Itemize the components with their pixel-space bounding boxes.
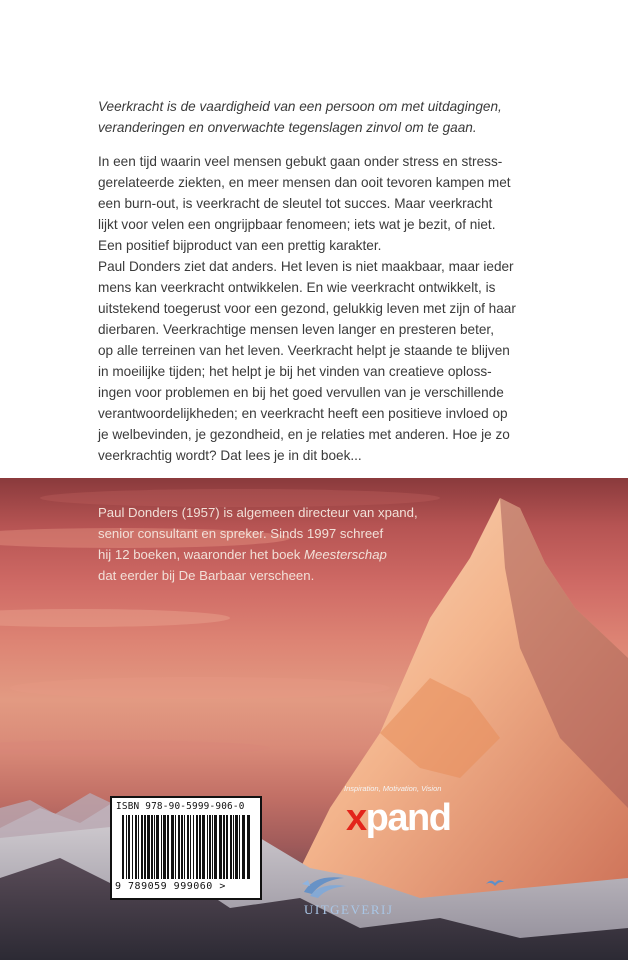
blurb-line: lijkt voor velen een ongrijpbaar fenomeen; iets wat je bezit, of niet. (98, 217, 496, 232)
barcode-bar (161, 815, 162, 879)
xpand-logo (346, 796, 450, 840)
barcode-bar (247, 815, 250, 879)
blurb-line: In een tijd waarin veel mensen gebukt gaan onder stress en stress- (98, 154, 503, 169)
barcode-bar (223, 815, 225, 879)
barcode-bar (233, 815, 234, 879)
blurb-line: in moeilijke tijden; het helpt je bij het vinden van creatieve oploss- (98, 364, 492, 379)
bio-line: dat eerder bij De Barbaar verscheen. (98, 568, 315, 583)
blurb-line: uitstekend toegerust voor een gezond, gelukkig leven met zijn of haar (98, 301, 516, 316)
barcode-bar (138, 815, 139, 879)
blurb-line: verantwoordelijkheden; en veerkracht heeft een positieve invloed op (98, 406, 508, 421)
bio-line-text: hij 12 boeken, waaronder het boek (98, 547, 305, 562)
blurb-line: Paul Donders ziet dat anders. Het leven is niet maakbaar, maar ieder (98, 259, 514, 274)
barcode-bar (219, 815, 222, 879)
blurb-line: gerelateerde ziekten, en meer mensen dan ooit tevoren kampen met (98, 175, 511, 190)
intro-line: veranderingen en onverwachte tegenslagen zinvol om te gaan. (98, 120, 477, 135)
barcode-bar (226, 815, 228, 879)
author-bio (98, 502, 418, 586)
barcode-bar (202, 815, 205, 879)
barcode-bar (141, 815, 143, 879)
barcode-bar (154, 815, 155, 879)
barcode-bar (193, 815, 194, 879)
barcode-bar (135, 815, 137, 879)
barcode-bar (132, 815, 133, 879)
barcode-bar (190, 815, 191, 879)
blurb-line: dierbaren. Veerkrachtige mensen leven langer en presteren beter, (98, 322, 494, 337)
barcode-bar (187, 815, 189, 879)
isbn-label: ISBN 978-90-5999-906-0 (116, 801, 245, 812)
barcode-bar (207, 815, 208, 879)
barcode-bar (167, 815, 169, 879)
barcode-bar (163, 815, 166, 879)
barcode-bar (184, 815, 185, 879)
intro-quote (98, 96, 568, 138)
barcode-bar (175, 815, 176, 879)
barcode-bar (171, 815, 174, 879)
logo-x: x (346, 797, 366, 839)
barcode-bar (242, 815, 245, 879)
barcode-bars (122, 815, 250, 879)
barcode-bar (212, 815, 213, 879)
barcode-bar (235, 815, 238, 879)
barcode-bar (128, 815, 130, 879)
barcode-bar (209, 815, 211, 879)
bio-line (98, 544, 418, 565)
blurb-line: Een positief bijproduct van een prettig karakter. (98, 238, 382, 253)
book-title: Meesterschap (304, 547, 387, 562)
text-panel (0, 0, 628, 478)
barcode-bar (151, 815, 153, 879)
blurb-line: je welbevinden, je gezondheid, en je relaties met anderen. Hoe je zo (98, 427, 510, 442)
barcode-bar (156, 815, 159, 879)
blurb-line: op alle terreinen van het leven. Veerkracht helpt je staande te blijven (98, 343, 510, 358)
blurb-line: een burn-out, is veerkracht de sleutel tot succes. Maar veerkracht (98, 196, 493, 211)
publisher-logo-icon (300, 870, 348, 900)
barcode-bar (196, 815, 198, 879)
bio-line: senior consultant en spreker. Sinds 1997 schreef (98, 526, 384, 541)
publisher-name: UITGEVERIJ (304, 902, 394, 917)
bio-line: Paul Donders (1957) is algemeen directeur van xpand, (98, 505, 418, 520)
barcode-bar (147, 815, 150, 879)
bird-icon (486, 878, 504, 888)
barcode-bar (181, 815, 183, 879)
blurb-text (98, 151, 558, 466)
barcode-bar (126, 815, 127, 879)
barcode-digits: 9 789059 999060 > (115, 881, 226, 892)
barcode-bar (178, 815, 180, 879)
barcode-bar (239, 815, 240, 879)
logo-text: pand (365, 797, 451, 839)
isbn-barcode (110, 796, 262, 900)
blurb-line: mens kan veerkracht ontwikkelen. En wie veerkracht ontwikkelt, is (98, 280, 496, 295)
barcode-bar (144, 815, 146, 879)
barcode-bar (230, 815, 232, 879)
blurb-line: ingen voor problemen en bij het goed vervullen van je verschillende (98, 385, 504, 400)
barcode-bar (199, 815, 201, 879)
barcode-bar (214, 815, 217, 879)
blurb-line: veerkrachtig wordt? Dat lees je in dit boek... (98, 448, 362, 463)
brand-tagline: Inspiration, Motivation, Vision (344, 784, 442, 793)
intro-line: Veerkracht is de vaardigheid van een persoon om met uitdagingen, (98, 99, 502, 114)
barcode-bar (122, 815, 124, 879)
